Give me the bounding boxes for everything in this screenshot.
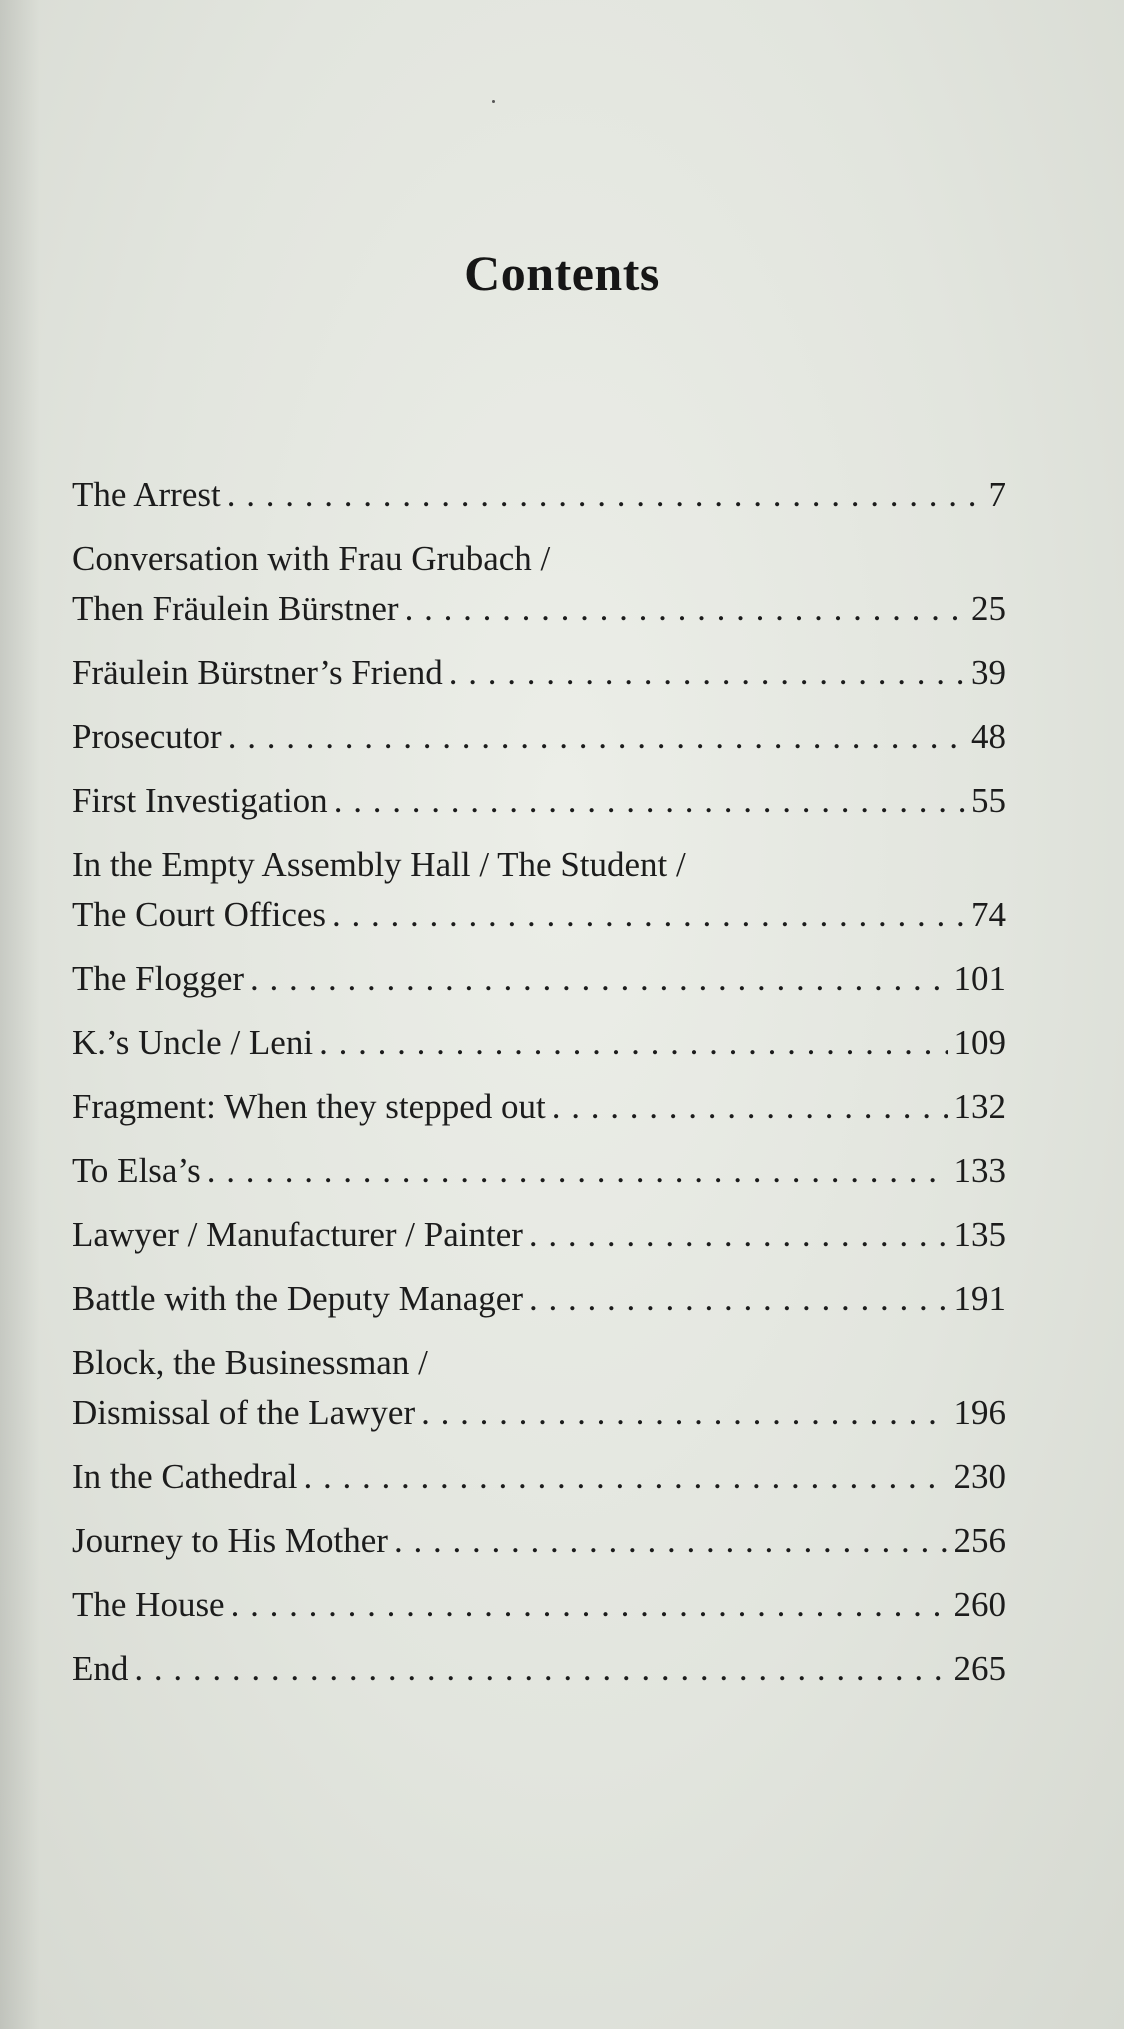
dot-leader bbox=[529, 1210, 948, 1260]
toc-entry-title: The Arrest bbox=[72, 475, 221, 514]
toc-entry bbox=[72, 1018, 1006, 1068]
toc-entry-line bbox=[72, 1210, 1006, 1260]
toc-entry-title: Fräulein Bürstner’s Friend bbox=[72, 653, 443, 692]
dot-leader bbox=[231, 1580, 948, 1630]
toc-page-number: 109 bbox=[953, 1023, 1006, 1062]
dot-leader bbox=[228, 712, 965, 762]
toc-entry bbox=[72, 954, 1006, 1004]
toc-entry bbox=[72, 1644, 1006, 1694]
toc-entry-title: The House bbox=[72, 1585, 225, 1624]
toc-page-number: 39 bbox=[971, 653, 1006, 692]
dot-leader bbox=[250, 954, 947, 1004]
dot-leader bbox=[334, 776, 965, 826]
toc-entry bbox=[72, 534, 1006, 634]
toc-entry-line bbox=[72, 1388, 1006, 1438]
dot-leader bbox=[134, 1644, 947, 1694]
toc-entry-line bbox=[72, 648, 1006, 698]
dot-leader bbox=[207, 1146, 948, 1196]
toc-entry-title: Journey to His Mother bbox=[72, 1521, 388, 1560]
toc-page-number: 55 bbox=[971, 781, 1006, 820]
dot-leader bbox=[227, 470, 983, 520]
toc-page-number: 7 bbox=[988, 475, 1006, 514]
toc-page-number: 256 bbox=[953, 1521, 1006, 1560]
toc-page-number: 25 bbox=[971, 589, 1006, 628]
toc-entry-title-line: Block, the Businessman / bbox=[72, 1343, 428, 1382]
toc-entry-title: The Flogger bbox=[72, 959, 245, 998]
toc-entry-line bbox=[72, 954, 1006, 1004]
dot-leader bbox=[303, 1452, 947, 1502]
toc-page-number: 230 bbox=[953, 1457, 1006, 1496]
toc-entry-line bbox=[72, 712, 1006, 762]
toc-entry bbox=[72, 1146, 1006, 1196]
toc-entry bbox=[72, 1452, 1006, 1502]
toc-entry-line bbox=[72, 1644, 1006, 1694]
dot-leader bbox=[319, 1018, 947, 1068]
toc-page-number: 196 bbox=[953, 1393, 1006, 1432]
toc-entry-line bbox=[72, 1274, 1006, 1324]
toc-page-number: 135 bbox=[953, 1215, 1006, 1254]
toc-entry-title: Battle with the Deputy Manager bbox=[72, 1279, 523, 1318]
dot-leader bbox=[421, 1388, 947, 1438]
dot-leader bbox=[552, 1082, 948, 1132]
toc-entry-title: Prosecutor bbox=[72, 717, 222, 756]
toc-entry bbox=[72, 1082, 1006, 1132]
toc-entry-title: Fragment: When they stepped out bbox=[72, 1087, 546, 1126]
toc-entry bbox=[72, 1516, 1006, 1566]
toc-entry-title: Then Fräulein Bürstner bbox=[72, 589, 399, 628]
toc-entry bbox=[72, 1210, 1006, 1260]
toc-entry-line bbox=[72, 1580, 1006, 1630]
toc-entry-title: K.’s Uncle / Leni bbox=[72, 1023, 314, 1062]
toc-entry bbox=[72, 648, 1006, 698]
toc-entry-line bbox=[72, 470, 1006, 520]
toc-page-number: 133 bbox=[953, 1151, 1006, 1190]
toc-entry-title: To Elsa’s bbox=[72, 1151, 201, 1190]
toc-page-number: 101 bbox=[953, 959, 1006, 998]
toc-page-number: 132 bbox=[953, 1087, 1006, 1126]
toc-entry bbox=[72, 840, 1006, 940]
page-edge-shadow bbox=[0, 0, 40, 2029]
toc-entry-title: Dismissal of the Lawyer bbox=[72, 1393, 416, 1432]
toc-page-number: 260 bbox=[953, 1585, 1006, 1624]
toc-entry bbox=[72, 1338, 1006, 1438]
toc-entry-line bbox=[72, 584, 1006, 634]
toc-entry-line bbox=[72, 776, 1006, 826]
toc-entry-title-line: Conversation with Frau Grubach / bbox=[72, 539, 551, 578]
toc-entry-title-line: In the Empty Assembly Hall / The Student / bbox=[72, 845, 686, 884]
dot-leader bbox=[529, 1274, 948, 1324]
ink-speck bbox=[492, 100, 495, 103]
toc-entry-line bbox=[72, 890, 1006, 940]
page-title: Contents bbox=[464, 244, 660, 301]
toc-entry bbox=[72, 1274, 1006, 1324]
toc-entry-title: In the Cathedral bbox=[72, 1457, 298, 1496]
dot-leader bbox=[405, 584, 965, 634]
toc-entry-line bbox=[72, 1082, 1006, 1132]
toc-entry-title: First Investigation bbox=[72, 781, 328, 820]
dot-leader bbox=[449, 648, 965, 698]
toc-entry-line bbox=[72, 1516, 1006, 1566]
toc-entry-title: Lawyer / Manufacturer / Painter bbox=[72, 1215, 523, 1254]
toc-entry bbox=[72, 776, 1006, 826]
toc-page-number: 48 bbox=[971, 717, 1006, 756]
dot-leader bbox=[332, 890, 965, 940]
table-of-contents bbox=[72, 470, 1006, 1708]
dot-leader bbox=[394, 1516, 948, 1566]
toc-entry-title: End bbox=[72, 1649, 129, 1688]
toc-entry bbox=[72, 712, 1006, 762]
toc-entry bbox=[72, 1580, 1006, 1630]
toc-entry bbox=[72, 470, 1006, 520]
toc-page-number: 74 bbox=[971, 895, 1006, 934]
toc-entry-line bbox=[72, 1452, 1006, 1502]
toc-page-number: 265 bbox=[953, 1649, 1006, 1688]
toc-entry-line bbox=[72, 1146, 1006, 1196]
toc-entry-line bbox=[72, 1018, 1006, 1068]
toc-page-number: 191 bbox=[953, 1279, 1006, 1318]
toc-entry-title: The Court Offices bbox=[72, 895, 327, 934]
